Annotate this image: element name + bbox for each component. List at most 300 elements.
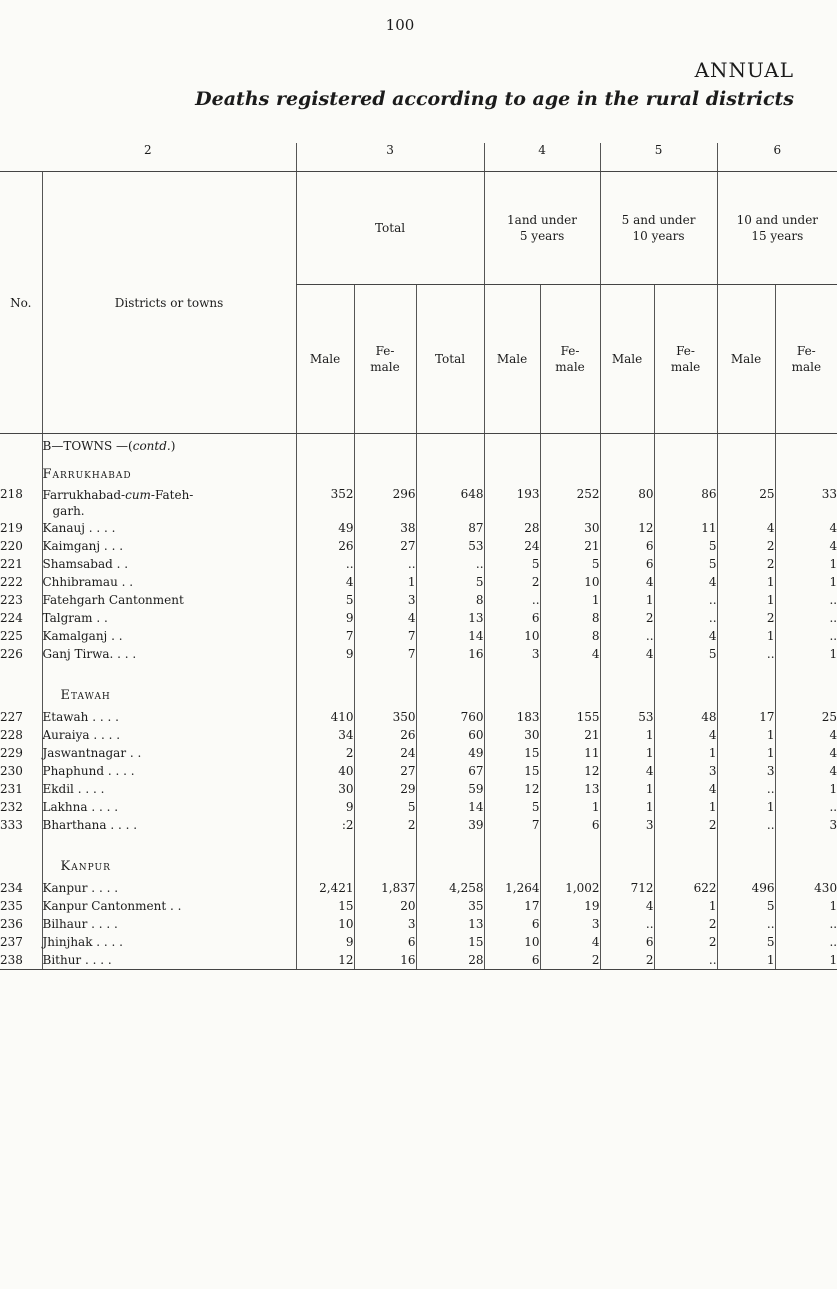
value-cell: 350 [354, 708, 416, 726]
value-cell: 712 [600, 879, 654, 897]
value-cell: 4 [600, 573, 654, 591]
female-header: Fe- male [654, 285, 717, 434]
value-cell: 5 [654, 555, 717, 573]
empty-cell [540, 434, 600, 488]
value-cell: 15 [484, 744, 540, 762]
value-cell: 4,258 [416, 879, 484, 897]
value-cell: 86 [654, 487, 717, 519]
value-cell: 4 [354, 609, 416, 627]
value-cell: 2 [296, 744, 354, 762]
empty-cell [654, 434, 717, 488]
value-cell: .. [717, 645, 775, 663]
value-cell: 15 [416, 933, 484, 951]
value-cell: 1 [540, 591, 600, 609]
value-cell: 6 [354, 933, 416, 951]
value-cell: 60 [416, 726, 484, 744]
value-cell: 4 [540, 933, 600, 951]
value-cell: 760 [416, 708, 484, 726]
name-part: cum [125, 488, 151, 502]
value-cell: 12 [600, 519, 654, 537]
value-cell: 1 [717, 798, 775, 816]
value-cell: 2 [600, 609, 654, 627]
column-number: 5 [600, 143, 717, 172]
table-row [0, 708, 837, 726]
value-cell: 7 [354, 627, 416, 645]
empty-cell [717, 663, 775, 708]
row-number: 237 [0, 935, 23, 949]
value-cell: 13 [540, 780, 600, 798]
value-cell: 1 [717, 627, 775, 645]
value-cell: 5 [540, 555, 600, 573]
value-cell: 10 [540, 573, 600, 591]
empty-cell [654, 834, 717, 879]
table-row [0, 798, 837, 816]
value-cell: 4 [775, 744, 837, 762]
district-name: Ekdil . . . . [42, 780, 296, 798]
section-label [42, 834, 296, 879]
value-cell: 11 [654, 519, 717, 537]
value-cell: 2 [600, 951, 654, 970]
empty-cell [0, 663, 42, 708]
value-cell: 2 [654, 816, 717, 834]
row-number: 228 [0, 728, 23, 742]
row-number: 234 [0, 881, 23, 895]
value-cell: 4 [654, 726, 717, 744]
row-number: 224 [0, 611, 23, 625]
value-cell: .. [775, 798, 837, 816]
value-cell: 16 [416, 645, 484, 663]
row-number: 221 [0, 557, 23, 571]
empty-cell [484, 434, 540, 488]
row-number: 333 [0, 818, 23, 832]
value-cell: 2 [654, 915, 717, 933]
value-cell: 3 [775, 816, 837, 834]
name-part: -Fateh- [150, 488, 194, 502]
value-cell: 1 [717, 591, 775, 609]
value-cell: 49 [296, 519, 354, 537]
empty-cell [0, 834, 42, 879]
district-name: Etawah . . . . [42, 708, 296, 726]
district-name: Shamsabad . . [42, 555, 296, 573]
district-name: Bharthana . . . . [42, 816, 296, 834]
section-group-suffix: ) [170, 439, 176, 453]
value-cell: 15 [296, 897, 354, 915]
value-cell: 14 [416, 627, 484, 645]
empty-cell [654, 663, 717, 708]
table-row [0, 627, 837, 645]
district-name: Jaswantnagar . . [42, 744, 296, 762]
value-cell: 410 [296, 708, 354, 726]
value-cell: 6 [540, 816, 600, 834]
column-number: 3 [296, 143, 484, 172]
value-cell: 5 [654, 645, 717, 663]
value-cell: 1 [654, 798, 717, 816]
district-name: Ganj Tirwa. . . . [42, 645, 296, 663]
value-cell: 7 [354, 645, 416, 663]
female-header: Fe- male [775, 285, 837, 434]
age-1-5-header: 1and under 5 years [484, 172, 600, 285]
empty-cell [540, 663, 600, 708]
value-cell: 3 [654, 762, 717, 780]
value-cell: 4 [654, 780, 717, 798]
value-cell: 24 [484, 537, 540, 555]
row-number: 218 [0, 487, 23, 501]
section-header-row [0, 434, 837, 488]
empty-cell [484, 663, 540, 708]
value-cell: 39 [416, 816, 484, 834]
empty-cell [296, 834, 354, 879]
name-part: Farrukhabad- [42, 488, 126, 502]
value-cell: 20 [354, 897, 416, 915]
value-cell: 1 [654, 897, 717, 915]
value-cell: 1 [600, 744, 654, 762]
value-cell: 1 [654, 744, 717, 762]
value-cell: .. [484, 591, 540, 609]
value-cell: 252 [540, 487, 600, 519]
value-cell: 1 [775, 573, 837, 591]
row-number: 230 [0, 764, 23, 778]
age-5-10-header: 5 and under 10 years [600, 172, 717, 285]
value-cell: .. [654, 609, 717, 627]
value-cell: 10 [484, 933, 540, 951]
column-number: 4 [484, 143, 600, 172]
empty-cell [540, 834, 600, 879]
value-cell: 5 [354, 798, 416, 816]
value-cell: 29 [354, 780, 416, 798]
table-row [0, 555, 837, 573]
district-name: Kanpur . . . . [42, 879, 296, 897]
section-header-row [0, 834, 837, 879]
value-cell: 1 [717, 951, 775, 970]
value-cell: :2 [296, 816, 354, 834]
table-row [0, 897, 837, 915]
value-cell: 21 [540, 726, 600, 744]
value-cell: 9 [296, 645, 354, 663]
row-number: 225 [0, 629, 23, 643]
empty-cell [600, 434, 654, 488]
empty-cell [775, 663, 837, 708]
value-cell: 4 [600, 645, 654, 663]
table-row [0, 762, 837, 780]
empty-cell [484, 834, 540, 879]
column-number: 2 [0, 143, 296, 172]
value-cell: 1 [354, 573, 416, 591]
value-cell: 48 [654, 708, 717, 726]
value-cell: 4 [775, 726, 837, 744]
district-name: Kamalganj . . [42, 627, 296, 645]
value-cell: 3 [600, 816, 654, 834]
value-cell: 1 [775, 555, 837, 573]
total-sub-header: Total [416, 285, 484, 434]
value-cell: 53 [416, 537, 484, 555]
value-cell: .. [654, 591, 717, 609]
table-row [0, 573, 837, 591]
section-label [42, 434, 296, 488]
value-cell: .. [354, 555, 416, 573]
age-group-header-row [0, 172, 837, 285]
value-cell: 6 [600, 933, 654, 951]
value-cell: 352 [296, 487, 354, 519]
value-cell: .. [775, 933, 837, 951]
value-cell: 17 [484, 897, 540, 915]
value-cell: .. [717, 816, 775, 834]
value-cell: .. [296, 555, 354, 573]
empty-cell [296, 663, 354, 708]
empty-cell [416, 663, 484, 708]
empty-cell [354, 434, 416, 488]
value-cell: 28 [416, 951, 484, 970]
row-number: 232 [0, 800, 23, 814]
value-cell: 14 [416, 798, 484, 816]
district-name: Phaphund . . . . [42, 762, 296, 780]
value-cell: 3 [717, 762, 775, 780]
running-head: ANNUAL [694, 58, 794, 82]
row-number: 226 [0, 647, 23, 661]
value-cell: 4 [717, 519, 775, 537]
value-cell: 3 [484, 645, 540, 663]
district-name: Chhibramau . . [42, 573, 296, 591]
table-row [0, 645, 837, 663]
value-cell: 5 [717, 897, 775, 915]
table-row [0, 609, 837, 627]
value-cell: 1 [600, 780, 654, 798]
section-title: Kanpur [60, 859, 111, 874]
empty-cell [354, 834, 416, 879]
value-cell: 11 [540, 744, 600, 762]
row-number: 222 [0, 575, 23, 589]
no-header: No. [0, 172, 42, 434]
value-cell: 30 [484, 726, 540, 744]
row-number: 229 [0, 746, 23, 760]
empty-cell [775, 834, 837, 879]
empty-cell [416, 434, 484, 488]
male-header: Male [600, 285, 654, 434]
value-cell: 38 [354, 519, 416, 537]
value-cell: .. [717, 915, 775, 933]
value-cell: .. [654, 951, 717, 970]
value-cell: 3 [540, 915, 600, 933]
district-name: Kanauj . . . . [42, 519, 296, 537]
empty-cell [354, 663, 416, 708]
empty-cell [0, 434, 42, 488]
value-cell: 4 [600, 897, 654, 915]
name-part: garh. [52, 504, 85, 518]
table-row [0, 726, 837, 744]
section-label [42, 663, 296, 708]
value-cell: 59 [416, 780, 484, 798]
value-cell: 4 [540, 645, 600, 663]
value-cell: 496 [717, 879, 775, 897]
value-cell: 33 [775, 487, 837, 519]
value-cell: 6 [600, 537, 654, 555]
value-cell: 1 [600, 591, 654, 609]
table-row [0, 915, 837, 933]
value-cell: 2 [717, 537, 775, 555]
row-number: 231 [0, 782, 23, 796]
section-contd-text: contd. [132, 439, 171, 453]
value-cell: 4 [775, 537, 837, 555]
section-group-label [43, 439, 296, 453]
value-cell: 1 [540, 798, 600, 816]
district-name: Bithur . . . . [42, 951, 296, 970]
value-cell: 1 [717, 744, 775, 762]
table-row [0, 816, 837, 834]
value-cell: 4 [296, 573, 354, 591]
value-cell: .. [600, 915, 654, 933]
district-name: Talgram . . [42, 609, 296, 627]
value-cell: 1 [600, 726, 654, 744]
section-group-text: B—TOWNS —( [42, 439, 133, 453]
value-cell: 7 [296, 627, 354, 645]
value-cell: 5 [484, 555, 540, 573]
value-cell: 25 [717, 487, 775, 519]
value-cell: 17 [717, 708, 775, 726]
value-cell: 5 [416, 573, 484, 591]
district-name: Auraiya . . . . [42, 726, 296, 744]
empty-cell [717, 434, 775, 488]
value-cell: 6 [484, 951, 540, 970]
value-cell: 6 [484, 609, 540, 627]
district-name [42, 487, 296, 519]
value-cell: 5 [484, 798, 540, 816]
table-row [0, 744, 837, 762]
value-cell: 13 [416, 915, 484, 933]
male-header: Male [484, 285, 540, 434]
value-cell: 4 [775, 762, 837, 780]
table-row [0, 780, 837, 798]
value-cell: 24 [354, 744, 416, 762]
table-body [0, 434, 837, 970]
value-cell: 49 [416, 744, 484, 762]
district-name: Lakhna . . . . [42, 798, 296, 816]
value-cell: 648 [416, 487, 484, 519]
empty-cell [600, 663, 654, 708]
value-cell: 2 [717, 555, 775, 573]
value-cell: 9 [296, 933, 354, 951]
district-name: Bilhaur . . . . [42, 915, 296, 933]
female-header: Fe- male [354, 285, 416, 434]
row-number: 223 [0, 593, 23, 607]
value-cell: 26 [354, 726, 416, 744]
value-cell: 2 [654, 933, 717, 951]
value-cell: 87 [416, 519, 484, 537]
value-cell: 4 [775, 519, 837, 537]
value-cell: 3 [354, 915, 416, 933]
value-cell: 40 [296, 762, 354, 780]
value-cell: 183 [484, 708, 540, 726]
value-cell: 21 [540, 537, 600, 555]
value-cell: 12 [296, 951, 354, 970]
table-row [0, 591, 837, 609]
empty-cell [717, 834, 775, 879]
male-header: Male [296, 285, 354, 434]
value-cell: 13 [416, 609, 484, 627]
empty-cell [416, 834, 484, 879]
row-number: 238 [0, 951, 42, 970]
value-cell: 8 [540, 627, 600, 645]
value-cell: 12 [540, 762, 600, 780]
value-cell: 15 [484, 762, 540, 780]
female-header: Fe- male [540, 285, 600, 434]
value-cell: .. [416, 555, 484, 573]
male-header: Male [717, 285, 775, 434]
row-number: 236 [0, 917, 23, 931]
value-cell: 193 [484, 487, 540, 519]
value-cell: 296 [354, 487, 416, 519]
district-name: Jhinjhak . . . . [42, 933, 296, 951]
value-cell: 1 [775, 780, 837, 798]
value-cell: 2,421 [296, 879, 354, 897]
value-cell: 430 [775, 879, 837, 897]
value-cell: 155 [540, 708, 600, 726]
value-cell: 8 [540, 609, 600, 627]
value-cell: 2 [540, 951, 600, 970]
value-cell: 1 [775, 897, 837, 915]
column-number: 6 [717, 143, 837, 172]
value-cell: 53 [600, 708, 654, 726]
value-cell: 4 [600, 762, 654, 780]
value-cell: 12 [484, 780, 540, 798]
value-cell: .. [600, 627, 654, 645]
value-cell: 1 [600, 798, 654, 816]
table-row [0, 933, 837, 951]
value-cell: 10 [296, 915, 354, 933]
value-cell: 4 [654, 573, 717, 591]
value-cell: 6 [600, 555, 654, 573]
district-name: Fatehgarh Cantonment [42, 591, 296, 609]
row-number: 220 [0, 539, 23, 553]
value-cell: .. [775, 627, 837, 645]
value-cell: 9 [296, 798, 354, 816]
value-cell: 67 [416, 762, 484, 780]
value-cell: 28 [484, 519, 540, 537]
value-cell: 27 [354, 762, 416, 780]
value-cell: 3 [354, 591, 416, 609]
value-cell: 27 [354, 537, 416, 555]
value-cell: 5 [717, 933, 775, 951]
table-row [0, 487, 837, 519]
value-cell: 1,264 [484, 879, 540, 897]
row-number: 227 [0, 710, 23, 724]
value-cell: 2 [484, 573, 540, 591]
value-cell: 1 [717, 573, 775, 591]
districts-header: Districts or towns [42, 172, 296, 434]
value-cell: 5 [296, 591, 354, 609]
table-row [0, 879, 837, 897]
value-cell: 1 [775, 951, 837, 970]
deaths-table [0, 143, 837, 970]
value-cell: 30 [540, 519, 600, 537]
empty-cell [775, 434, 837, 488]
value-cell: 622 [654, 879, 717, 897]
value-cell: 26 [296, 537, 354, 555]
value-cell: .. [775, 609, 837, 627]
table-row [0, 537, 837, 555]
value-cell: .. [775, 591, 837, 609]
value-cell: 25 [775, 708, 837, 726]
value-cell: 7 [484, 816, 540, 834]
district-name: Kaimganj . . . [42, 537, 296, 555]
value-cell: 16 [354, 951, 416, 970]
value-cell: 19 [540, 897, 600, 915]
row-number: 219 [0, 521, 23, 535]
value-cell: 80 [600, 487, 654, 519]
section-title: Etawah [60, 688, 111, 703]
page-number: 100 [385, 16, 415, 34]
value-cell: 2 [717, 609, 775, 627]
value-cell: 35 [416, 897, 484, 915]
value-cell: 1,002 [540, 879, 600, 897]
